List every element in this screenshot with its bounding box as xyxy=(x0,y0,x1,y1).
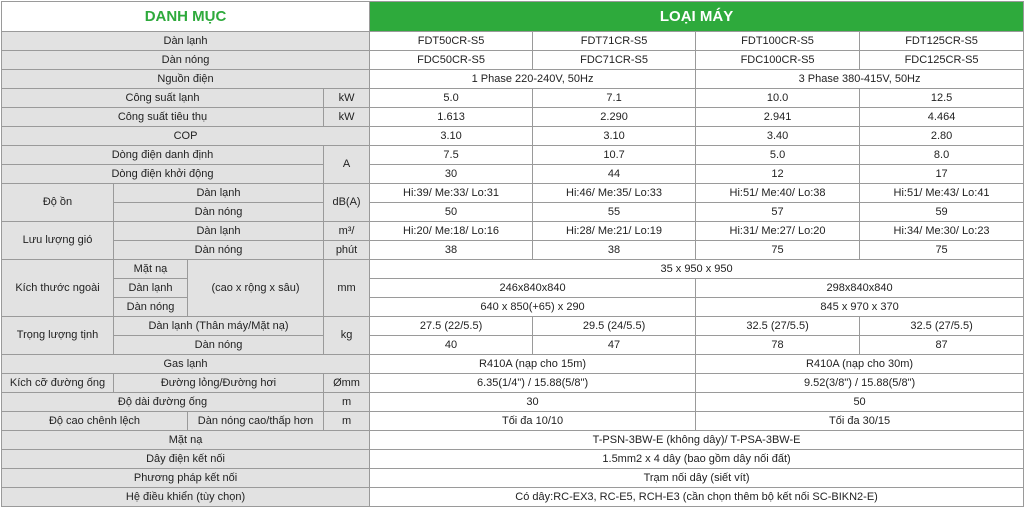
value-cell: 12 xyxy=(696,165,860,184)
outdoor-model: FDC100CR-S5 xyxy=(696,51,860,70)
value-cell: 2.290 xyxy=(533,108,696,127)
value-cell: 27.5 (22/5.5) xyxy=(370,317,533,336)
sub-label: Dàn lạnh (Thân máy/Mặt nạ) xyxy=(114,317,324,336)
category-header: DANH MỤC xyxy=(2,2,370,32)
value-cell: 10.0 xyxy=(696,89,860,108)
value-cell: Tối đa 30/15 xyxy=(696,412,1024,431)
value-cell: 6.35(1/4") / 15.88(5/8") xyxy=(370,374,696,393)
outdoor-model: FDC71CR-S5 xyxy=(533,51,696,70)
table-row xyxy=(2,431,1024,450)
unit-cell: m xyxy=(324,393,370,412)
value-cell: Hi:34/ Me:30/ Lo:23 xyxy=(860,222,1024,241)
table-row xyxy=(2,393,1024,412)
row-label: Dàn lạnh xyxy=(2,32,370,51)
table-row xyxy=(2,70,1024,89)
row-label: Độ dài đường ống xyxy=(2,393,324,412)
sub-label: Dàn lạnh xyxy=(114,279,188,298)
value-cell: 845 x 970 x 370 xyxy=(696,298,1024,317)
row-label: Kích cỡ đường ống xyxy=(2,374,114,393)
unit-cell: kg xyxy=(324,317,370,355)
sub-label: Dàn nóng xyxy=(114,336,324,355)
value-cell: 29.5 (24/5.5) xyxy=(533,317,696,336)
indoor-model: FDT50CR-S5 xyxy=(370,32,533,51)
table-row xyxy=(2,374,1024,393)
value-cell: 9.52(3/8") / 15.88(5/8") xyxy=(696,374,1024,393)
table-row xyxy=(2,127,1024,146)
value-cell: 3.40 xyxy=(696,127,860,146)
table-row xyxy=(2,469,1024,488)
value-cell: 8.0 xyxy=(860,146,1024,165)
sub-label: Dàn nóng xyxy=(114,298,188,317)
outdoor-model: FDC50CR-S5 xyxy=(370,51,533,70)
table-row xyxy=(2,89,1024,108)
value-cell: 7.1 xyxy=(533,89,696,108)
value-cell: 50 xyxy=(696,393,1024,412)
table-row xyxy=(2,355,1024,374)
unit-cell: kW xyxy=(324,89,370,108)
unit-cell: A xyxy=(324,146,370,184)
row-label: Gas lạnh xyxy=(2,355,370,374)
table-row xyxy=(2,450,1024,469)
row-label: Nguồn điện xyxy=(2,70,370,89)
value-cell: 47 xyxy=(533,336,696,355)
table-row xyxy=(2,298,1024,317)
row-label: Dây điện kết nối xyxy=(2,450,370,469)
value-cell: 5.0 xyxy=(370,89,533,108)
table-row xyxy=(2,412,1024,431)
unit-cell: Ømm xyxy=(324,374,370,393)
sub-label: Dàn nóng xyxy=(114,203,324,222)
header-row xyxy=(2,2,1024,32)
indoor-model: FDT125CR-S5 xyxy=(860,32,1024,51)
spec-table xyxy=(1,1,1024,507)
row-label: COP xyxy=(2,127,370,146)
value-cell: 32.5 (27/5.5) xyxy=(696,317,860,336)
value-cell: 2.80 xyxy=(860,127,1024,146)
value-cell: Trạm nối dây (siết vít) xyxy=(370,469,1024,488)
row-label: Công suất lạnh xyxy=(2,89,324,108)
value-cell: 50 xyxy=(370,203,533,222)
value-cell: T-PSN-3BW-E (không dây)/ T-PSA-3BW-E xyxy=(370,431,1024,450)
value-cell: 298x840x840 xyxy=(696,279,1024,298)
value-cell: 2.941 xyxy=(696,108,860,127)
sub-label: Dàn lạnh xyxy=(114,222,324,241)
power-source-value: 1 Phase 220-240V, 50Hz xyxy=(370,70,696,89)
table-row xyxy=(2,51,1024,70)
table-row xyxy=(2,317,1024,336)
row-label: Trọng lượng tịnh xyxy=(2,317,114,355)
value-cell: 55 xyxy=(533,203,696,222)
row-label: Dòng điện danh định xyxy=(2,146,324,165)
sub-label: Dàn nóng cao/thấp hơn xyxy=(188,412,324,431)
value-cell: 57 xyxy=(696,203,860,222)
value-cell: 40 xyxy=(370,336,533,355)
value-cell: 87 xyxy=(860,336,1024,355)
outdoor-model: FDC125CR-S5 xyxy=(860,51,1024,70)
table-row xyxy=(2,260,1024,279)
row-label: Mặt nạ xyxy=(2,431,370,450)
value-cell: 75 xyxy=(860,241,1024,260)
unit-cell: dB(A) xyxy=(324,184,370,222)
row-label: Công suất tiêu thụ xyxy=(2,108,324,127)
value-cell: 640 x 850(+65) x 290 xyxy=(370,298,696,317)
indoor-model: FDT100CR-S5 xyxy=(696,32,860,51)
value-cell: 59 xyxy=(860,203,1024,222)
value-cell: Hi:20/ Me:18/ Lo:16 xyxy=(370,222,533,241)
table-row xyxy=(2,336,1024,355)
table-row xyxy=(2,108,1024,127)
table-row xyxy=(2,165,1024,184)
table-row xyxy=(2,32,1024,51)
sub-label: Dàn lạnh xyxy=(114,184,324,203)
sub-label: Mặt nạ xyxy=(114,260,188,279)
value-cell: 75 xyxy=(696,241,860,260)
value-cell: 10.7 xyxy=(533,146,696,165)
value-cell: Hi:31/ Me:27/ Lo:20 xyxy=(696,222,860,241)
unit-cell: m xyxy=(324,412,370,431)
row-label: Phương pháp kết nối xyxy=(2,469,370,488)
indoor-model: FDT71CR-S5 xyxy=(533,32,696,51)
table-row xyxy=(2,184,1024,203)
value-cell: 3.10 xyxy=(370,127,533,146)
value-cell: 30 xyxy=(370,393,696,412)
unit-cell: phút xyxy=(324,241,370,260)
value-cell: R410A (nạp cho 30m) xyxy=(696,355,1024,374)
model-type-header: LOẠI MÁY xyxy=(370,2,1024,32)
row-label: Độ ồn xyxy=(2,184,114,222)
power-source-value: 3 Phase 380-415V, 50Hz xyxy=(696,70,1024,89)
value-cell: 7.5 xyxy=(370,146,533,165)
value-cell: 1.5mm2 x 4 dây (bao gồm dây nối đất) xyxy=(370,450,1024,469)
table-row xyxy=(2,222,1024,241)
sub-label: Đường lỏng/Đường hơi xyxy=(114,374,324,393)
row-label: Hệ điều khiển (tùy chọn) xyxy=(2,488,370,507)
value-cell: Tối đa 10/10 xyxy=(370,412,696,431)
value-cell: 30 xyxy=(370,165,533,184)
table-row xyxy=(2,203,1024,222)
value-cell: Hi:46/ Me:35/ Lo:33 xyxy=(533,184,696,203)
unit-cell: m³/ xyxy=(324,222,370,241)
value-cell: Hi:39/ Me:33/ Lo:31 xyxy=(370,184,533,203)
value-cell: 38 xyxy=(370,241,533,260)
value-cell: 32.5 (27/5.5) xyxy=(860,317,1024,336)
value-cell: 4.464 xyxy=(860,108,1024,127)
value-cell: 38 xyxy=(533,241,696,260)
row-label: Kích thước ngoài xyxy=(2,260,114,317)
row-label: Độ cao chênh lệch xyxy=(2,412,188,431)
unit-cell: mm xyxy=(324,260,370,317)
value-cell: 17 xyxy=(860,165,1024,184)
table-row xyxy=(2,279,1024,298)
sub-label: Dàn nóng xyxy=(114,241,324,260)
value-cell: 35 x 950 x 950 xyxy=(370,260,1024,279)
value-cell: Hi:51/ Me:43/ Lo:41 xyxy=(860,184,1024,203)
value-cell: Hi:51/ Me:40/ Lo:38 xyxy=(696,184,860,203)
dimension-note: (cao x rộng x sâu) xyxy=(188,260,324,317)
value-cell: Hi:28/ Me:21/ Lo:19 xyxy=(533,222,696,241)
row-label: Lưu lượng gió xyxy=(2,222,114,260)
value-cell: R410A (nạp cho 15m) xyxy=(370,355,696,374)
unit-cell: kW xyxy=(324,108,370,127)
value-cell: 44 xyxy=(533,165,696,184)
table-row xyxy=(2,241,1024,260)
table-row xyxy=(2,146,1024,165)
value-cell: 5.0 xyxy=(696,146,860,165)
value-cell: 78 xyxy=(696,336,860,355)
table-row xyxy=(2,488,1024,507)
value-cell: 246x840x840 xyxy=(370,279,696,298)
value-cell: 1.613 xyxy=(370,108,533,127)
value-cell: Có dây:RC-EX3, RC-E5, RCH-E3 (cần chọn thêm bộ kết nối SC-BIKN2-E) xyxy=(370,488,1024,507)
row-label: Dòng điện khởi động xyxy=(2,165,324,184)
row-label: Dàn nóng xyxy=(2,51,370,70)
value-cell: 3.10 xyxy=(533,127,696,146)
value-cell: 12.5 xyxy=(860,89,1024,108)
